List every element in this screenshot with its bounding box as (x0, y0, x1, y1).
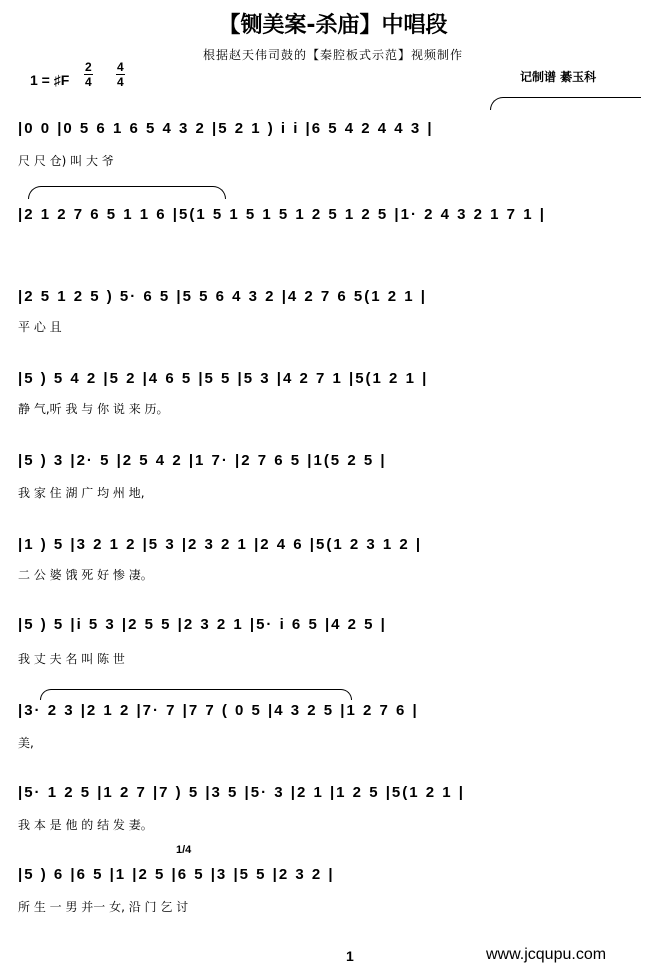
lyric-line-1: 尺 尺 仓) 叫 大 爷 (18, 154, 114, 168)
score-line-4: |5 ) 5 4 2 |5 2 |4 6 5 |5 5 |5 3 |4 2 7 1 |5(1 2 1 | (18, 370, 429, 387)
score-line-2: |2 1 2 7 6 5 1 1 6 |5(1 5 1 5 1 5 1 2 5 1 2 5 |1· 2 4 3 2 1 7 1 | (18, 206, 546, 223)
lyric-line-3: 平 心 且 (18, 320, 62, 334)
time-signature-2-4 (84, 60, 93, 89)
meter-denominator: 4 (117, 75, 124, 89)
slur-mark (490, 97, 641, 110)
meter-numerator: 4 (117, 60, 124, 74)
lyric-line-8: 美, (18, 736, 34, 750)
score-line-9: |5· 1 2 5 |1 2 7 |7 ) 5 |3 5 |5· 3 |2 1 |1 2 5 |5(1 2 1 | (18, 784, 465, 801)
watermark: www.jcqupu.com (486, 946, 607, 963)
time-signature-4-4 (116, 60, 125, 89)
score-line-10: |5 ) 6 |6 5 |1 |2 5 |6 5 |3 |5 5 |2 3 2 | (18, 866, 335, 883)
score-line-8: |3· 2 3 |2 1 2 |7· 7 |7 7 ( 0 5 |4 3 2 5 |1 2 7 6 | (18, 702, 419, 719)
slur-mark (40, 689, 352, 700)
partial-marking: 1/4 (176, 844, 192, 856)
lyric-line-10: 所 生 一 男 并一 女, 沿 门 乞 讨 (18, 900, 189, 914)
lyric-line-7: 我 丈 夫 名 叫 陈 世 (18, 652, 125, 666)
page-title: 【铡美案-杀庙】中唱段 (218, 13, 448, 38)
score-line-1: |0 0 |0 5 6 1 6 5 4 3 2 |5 2 1 ) i i |6 5 4 2 4 4 3 | (18, 120, 434, 137)
page-number: 1 (346, 948, 354, 964)
score-line-5: |5 ) 3 |2· 5 |2 5 4 2 |1 7· |2 7 6 5 |1(5 2 5 | (18, 452, 387, 469)
meter-numerator: 2 (85, 60, 92, 74)
transcriber-credit: 记制谱 綦玉科 (520, 70, 597, 84)
key-signature: 1 = ♯F (30, 72, 70, 88)
score-line-6: |1 ) 5 |3 2 1 2 |5 3 |2 3 2 1 |2 4 6 |5(1 2 3 1 2 | (18, 536, 423, 553)
slur-mark (28, 186, 226, 199)
score-line-7: |5 ) 5 |i 5 3 |2 5 5 |2 3 2 1 |5· i 6 5 |4 2 5 | (18, 616, 387, 633)
lyric-line-5: 我 家 住 湖 广 均 州 地, (18, 486, 145, 500)
subtitle: 根据赵天伟司鼓的【秦腔板式示范】视频制作 (202, 48, 463, 62)
lyric-line-9: 我 本 是 他 的 结 发 妻。 (18, 818, 153, 832)
lyric-line-4: 静 气,听 我 与 你 说 来 历。 (18, 402, 169, 416)
score-line-3: |2 5 1 2 5 ) 5· 6 5 |5 5 6 4 3 2 |4 2 7 6 5(1 2 1 | (18, 288, 427, 305)
meter-denominator: 4 (85, 75, 92, 89)
lyric-line-6: 二 公 婆 饿 死 好 惨 凄。 (18, 568, 153, 582)
